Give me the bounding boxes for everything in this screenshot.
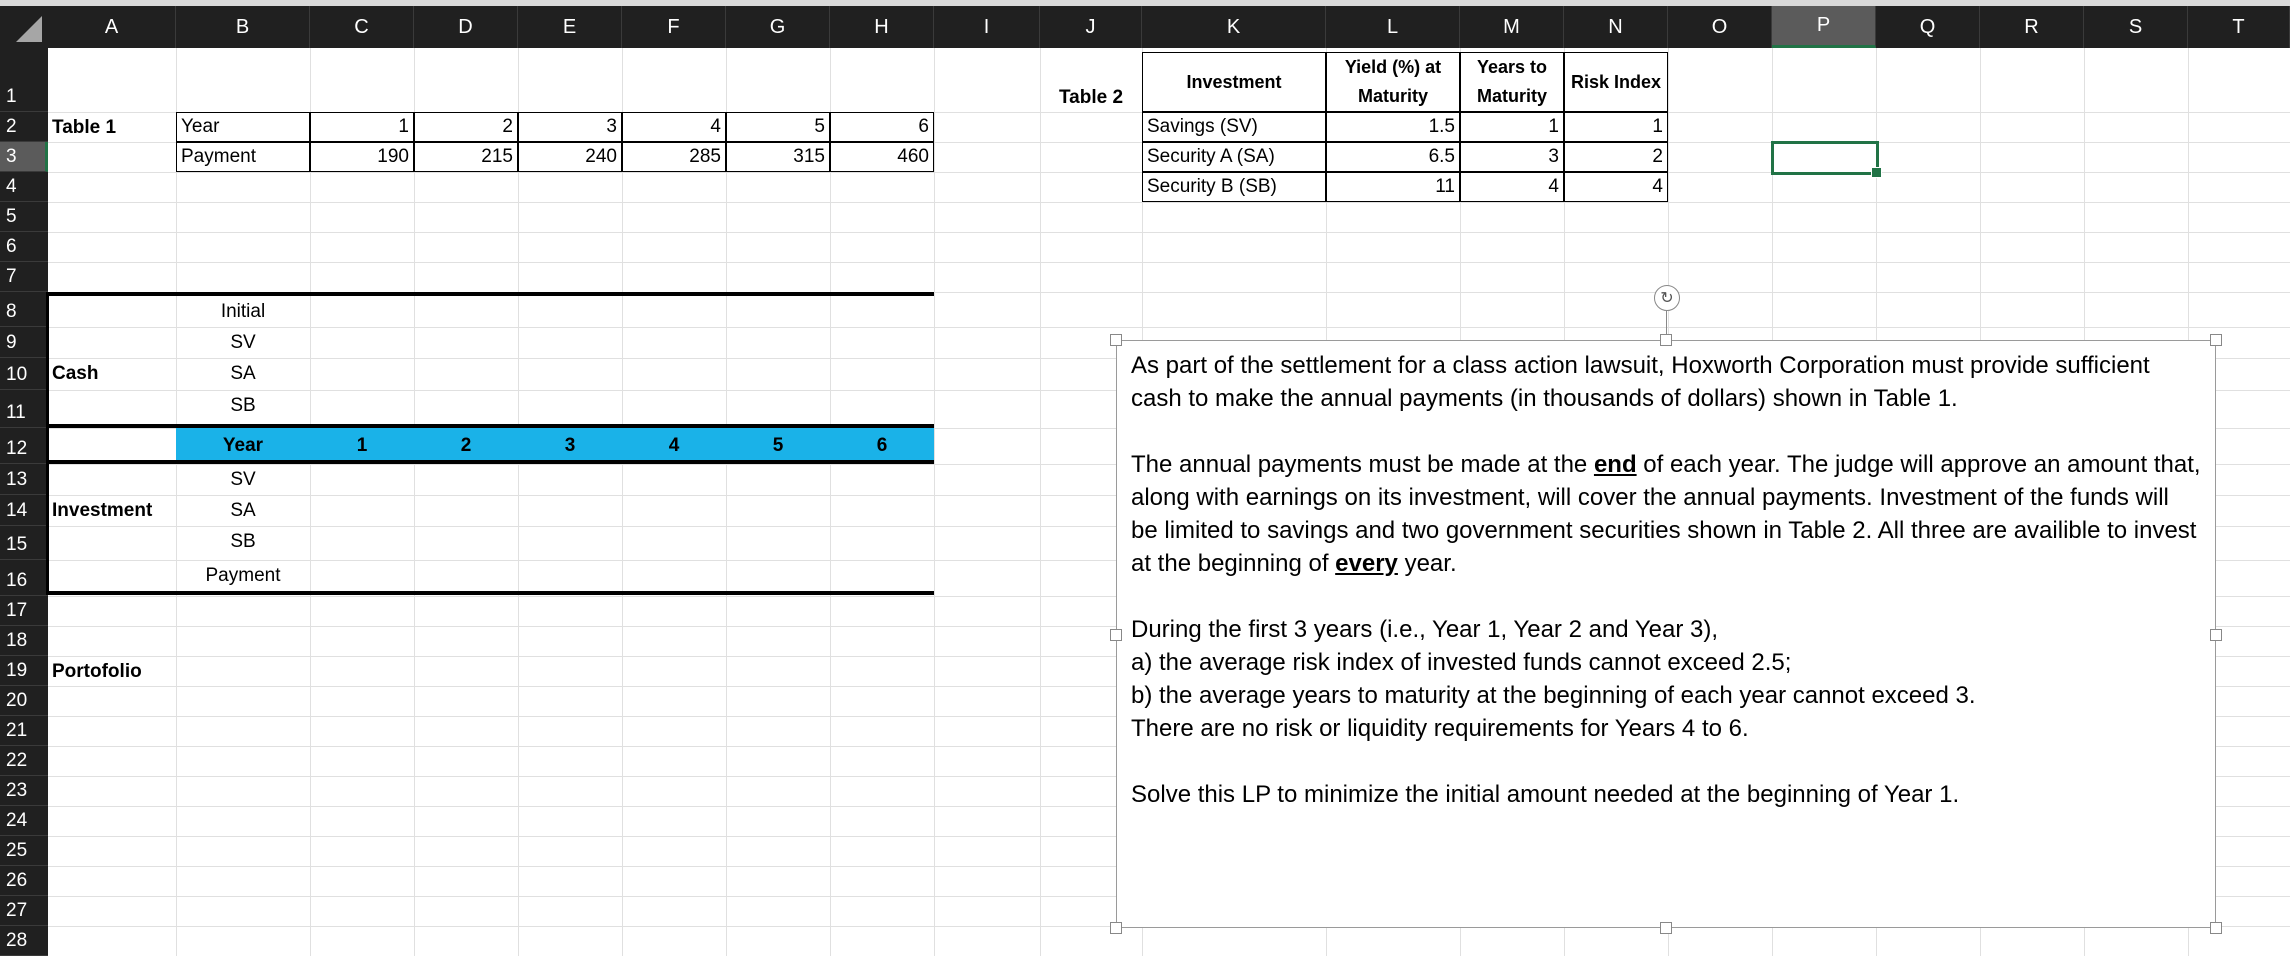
table2-risk-sv[interactable]: 1 bbox=[1564, 112, 1668, 142]
grid-line-vertical bbox=[622, 48, 623, 956]
grid-line-horizontal bbox=[48, 262, 2290, 263]
row-header-23[interactable]: 23 bbox=[0, 776, 48, 806]
column-header-l[interactable]: L bbox=[1326, 6, 1460, 48]
investment-row-sv[interactable]: SV bbox=[230, 469, 256, 490]
table1-year-1[interactable]: 1 bbox=[310, 112, 414, 142]
textbox-line-no-requirements: There are no risk or liquidity requirements for Years 4 to 6. bbox=[1131, 715, 1749, 742]
model-year-6[interactable]: 6 bbox=[876, 435, 888, 456]
investment-row-sb[interactable]: SB bbox=[230, 531, 256, 552]
table2-years-sa[interactable]: 3 bbox=[1460, 142, 1564, 172]
table1-label[interactable]: Table 1 bbox=[52, 117, 117, 138]
problem-textbox[interactable] bbox=[1116, 340, 2216, 928]
column-header-t[interactable]: T bbox=[2188, 6, 2290, 48]
table1-payment-4[interactable]: 285 bbox=[622, 142, 726, 172]
column-header-h[interactable]: H bbox=[830, 6, 934, 48]
table2-yield-sb[interactable]: 11 bbox=[1326, 172, 1460, 202]
row-header-14[interactable]: 14 bbox=[0, 495, 48, 526]
select-all-triangle-icon bbox=[16, 16, 42, 42]
cash-label[interactable]: Cash bbox=[52, 363, 99, 384]
table2-header-yield[interactable]: Yield (%) at Maturity bbox=[1326, 52, 1460, 112]
fill-handle[interactable] bbox=[1871, 167, 1882, 178]
textbox-p2-part-c: year. bbox=[1397, 550, 1457, 577]
resize-handle-bottom-right[interactable] bbox=[2210, 922, 2222, 934]
grid-line-horizontal bbox=[48, 327, 2290, 328]
column-header-j[interactable]: J bbox=[1040, 6, 1142, 48]
table2-years-sv[interactable]: 1 bbox=[1460, 112, 1564, 142]
row-header-9[interactable]: 9 bbox=[0, 327, 48, 358]
resize-handle-bottom[interactable] bbox=[1660, 922, 1672, 934]
textbox-paragraph-objective: Solve this LP to minimize the initial amount needed at the beginning of Year 1. bbox=[1131, 781, 1960, 808]
column-header-e[interactable]: E bbox=[518, 6, 622, 48]
row-header-1[interactable]: 1 bbox=[0, 48, 48, 112]
row-header-20[interactable]: 20 bbox=[0, 686, 48, 716]
cash-row-initial[interactable]: Initial bbox=[220, 301, 266, 322]
row-header-25[interactable]: 25 bbox=[0, 836, 48, 866]
row-header-6[interactable]: 6 bbox=[0, 232, 48, 262]
table2-risk-sb[interactable]: 4 bbox=[1564, 172, 1668, 202]
resize-handle-left[interactable] bbox=[1110, 629, 1122, 641]
investment-row-payment[interactable]: Payment bbox=[205, 565, 281, 586]
grid-line-vertical bbox=[1040, 48, 1041, 956]
table2-risk-sa[interactable]: 2 bbox=[1564, 142, 1668, 172]
grid-line-horizontal bbox=[48, 232, 2290, 233]
select-all-corner[interactable] bbox=[0, 6, 49, 48]
row-header-21[interactable]: 21 bbox=[0, 716, 48, 746]
table1-payment-1[interactable]: 190 bbox=[310, 142, 414, 172]
grid-line-vertical bbox=[830, 48, 831, 956]
table1-payment-3[interactable]: 240 bbox=[518, 142, 622, 172]
column-header-o[interactable]: O bbox=[1668, 6, 1772, 48]
column-header-g[interactable]: G bbox=[726, 6, 830, 48]
table2-header-years[interactable]: Years to Maturity bbox=[1460, 52, 1564, 112]
row-header-17[interactable]: 17 bbox=[0, 596, 48, 626]
column-header-b[interactable]: B bbox=[176, 6, 310, 48]
table1-year-6[interactable]: 6 bbox=[830, 112, 934, 142]
table1-year-2[interactable]: 2 bbox=[414, 112, 518, 142]
model-year-5[interactable]: 5 bbox=[772, 435, 784, 456]
column-header-m[interactable]: M bbox=[1460, 6, 1564, 48]
column-header-q[interactable]: Q bbox=[1876, 6, 1980, 48]
textbox-line-first-3-years: During the first 3 years (i.e., Year 1, Year 2 and Year 3), bbox=[1131, 616, 1719, 643]
model-year-3[interactable]: 3 bbox=[564, 435, 576, 456]
table1-year-4[interactable]: 4 bbox=[622, 112, 726, 142]
table1-year-5[interactable]: 5 bbox=[726, 112, 830, 142]
row-header-5[interactable]: 5 bbox=[0, 202, 48, 232]
table1-payment-2[interactable]: 215 bbox=[414, 142, 518, 172]
row-header-13[interactable]: 13 bbox=[0, 464, 48, 495]
resize-handle-bottom-left[interactable] bbox=[1110, 922, 1122, 934]
resize-handle-top-right[interactable] bbox=[2210, 334, 2222, 346]
table2-years-sb[interactable]: 4 bbox=[1460, 172, 1564, 202]
row-header-16[interactable]: 16 bbox=[0, 560, 48, 596]
column-header-d[interactable]: D bbox=[414, 6, 518, 48]
textbox-p2-part-b: of each year. The judge will approve an amount that, along with earnings on its investment, will cover the annual payments. Investment of the funds will be limited to savings and two government securities shown in Table 2. All three are availible to invest at the beginning of bbox=[1131, 451, 2201, 577]
model-bottom-border bbox=[46, 591, 934, 595]
cash-row-sv[interactable]: SV bbox=[230, 332, 256, 353]
textbox-line-risk-constraint: a) the average risk index of invested funds cannot exceed 2.5; bbox=[1131, 649, 1792, 676]
resize-handle-top[interactable] bbox=[1660, 334, 1672, 346]
active-cell[interactable] bbox=[1771, 141, 1879, 175]
textbox-end-emphasis: end bbox=[1593, 451, 1637, 478]
row-header-28[interactable]: 28 bbox=[0, 926, 48, 956]
textbox-every-emphasis: every bbox=[1335, 550, 1398, 577]
model-year-4[interactable]: 4 bbox=[668, 435, 680, 456]
row-header-4[interactable]: 4 bbox=[0, 172, 48, 202]
column-header-f[interactable]: F bbox=[622, 6, 726, 48]
row-header-11[interactable]: 11 bbox=[0, 390, 48, 428]
row-header-10[interactable]: 10 bbox=[0, 358, 48, 390]
column-header-p[interactable]: P bbox=[1772, 6, 1876, 48]
table2-header-investment[interactable]: Investment bbox=[1142, 52, 1326, 112]
column-header-k[interactable]: K bbox=[1142, 6, 1326, 48]
grid-line-horizontal bbox=[48, 202, 2290, 203]
column-header-n[interactable]: N bbox=[1564, 6, 1668, 48]
grid-line-vertical bbox=[726, 48, 727, 956]
textbox-line-maturity-constraint: b) the average years to maturity at the beginning of each year cannot exceed 3. bbox=[1131, 682, 1976, 709]
column-header-s[interactable]: S bbox=[2084, 6, 2188, 48]
model-year-1[interactable]: 1 bbox=[356, 435, 368, 456]
table1-year-label[interactable]: Year bbox=[176, 112, 310, 142]
table2-yield-sa[interactable]: 6.5 bbox=[1326, 142, 1460, 172]
investment-label[interactable]: Investment bbox=[52, 500, 153, 521]
cash-row-sb[interactable]: SB bbox=[230, 395, 256, 416]
row-header-24[interactable]: 24 bbox=[0, 806, 48, 836]
investment-row-sa[interactable]: SA bbox=[230, 500, 256, 521]
table2-investment-sv[interactable]: Savings (SV) bbox=[1142, 112, 1326, 142]
rotate-icon[interactable]: ↻ bbox=[1654, 285, 1680, 311]
model-year-label[interactable]: Year bbox=[222, 435, 264, 456]
row-header-7[interactable]: 7 bbox=[0, 262, 48, 292]
row-header-27[interactable]: 27 bbox=[0, 896, 48, 926]
table1-payment-label[interactable]: Payment bbox=[176, 142, 310, 172]
row-header-3[interactable]: 3 bbox=[0, 142, 48, 172]
textbox-paragraph-1: As part of the settlement for a class action lawsuit, Hoxworth Corporation must provide sufficient cash to make the annual payments (in thousands of dollars) shown in Table 1. bbox=[1131, 352, 2150, 412]
grid-line-vertical bbox=[518, 48, 519, 956]
resize-handle-top-left[interactable] bbox=[1110, 334, 1122, 346]
table2-investment-sa[interactable]: Security A (SA) bbox=[1142, 142, 1326, 172]
cash-row-sa[interactable]: SA bbox=[230, 363, 256, 384]
table2-investment-sb[interactable]: Security B (SB) bbox=[1142, 172, 1326, 202]
table1-payment-6[interactable]: 460 bbox=[830, 142, 934, 172]
model-left-border bbox=[46, 292, 49, 594]
grid-line-vertical bbox=[310, 48, 311, 956]
row-header-2[interactable]: 2 bbox=[0, 112, 48, 142]
textbox-p2-part-a: The annual payments must be made at the bbox=[1131, 451, 1594, 478]
row-header-19[interactable]: 19 bbox=[0, 656, 48, 686]
row-header-8[interactable]: 8 bbox=[0, 292, 48, 327]
row-header-26[interactable]: 26 bbox=[0, 866, 48, 896]
model-year-2[interactable]: 2 bbox=[460, 435, 472, 456]
column-header-r[interactable]: R bbox=[1980, 6, 2084, 48]
row-header-22[interactable]: 22 bbox=[0, 746, 48, 776]
column-header-c[interactable]: C bbox=[310, 6, 414, 48]
portfolio-label[interactable]: Portofolio bbox=[52, 661, 142, 682]
table1-year-3[interactable]: 3 bbox=[518, 112, 622, 142]
table1-payment-5[interactable]: 315 bbox=[726, 142, 830, 172]
row-header-18[interactable]: 18 bbox=[0, 626, 48, 656]
table2-yield-sv[interactable]: 1.5 bbox=[1326, 112, 1460, 142]
grid-line-vertical bbox=[414, 48, 415, 956]
table2-label[interactable]: Table 2 bbox=[1058, 87, 1124, 108]
column-header-i[interactable]: I bbox=[934, 6, 1040, 48]
grid-line-vertical bbox=[934, 48, 935, 956]
column-header-a[interactable]: A bbox=[48, 6, 176, 48]
row-header-15[interactable]: 15 bbox=[0, 526, 48, 560]
textbox-paragraph-2 bbox=[1131, 448, 2201, 580]
row-header-12[interactable]: 12 bbox=[0, 428, 48, 464]
table2-header-risk[interactable]: Risk Index bbox=[1564, 52, 1668, 112]
resize-handle-right[interactable] bbox=[2210, 629, 2222, 641]
